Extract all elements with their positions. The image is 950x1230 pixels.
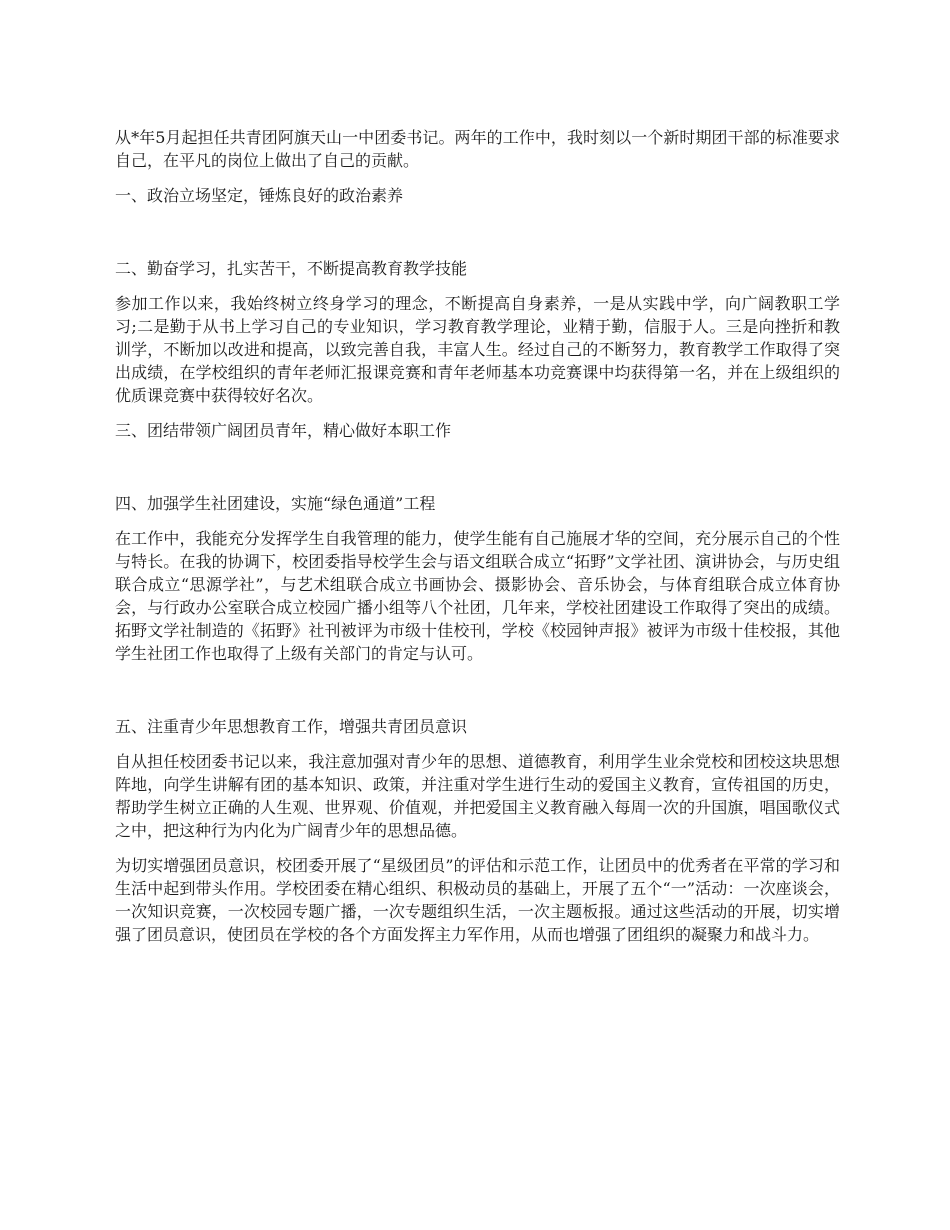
section-5-paragraph-2: 为切实增强团员意识，校团委开展了“星级团员”的评估和示范工作，让团员中的优秀者在平常的学习和生活中起到带头作用。学校团委在精心组织、积极动员的基础上，开展了五个“一”活动：一次座谈会，一次知识竞赛，一次校园专题广播，一次专题组织生活，一次主题板报。通过这些活动的开展，切实增强了团员意识，使团员在学校的各个方面发挥主力军作用，从而也增强了团组织的凝聚力和战斗力。 (115, 856, 840, 944)
section-2-heading: 二、勤奋学习，扎实苦干，不断提高教育教学技能 (115, 259, 468, 278)
section-3-heading: 三、团结带领广阔团员青年，精心做好本职工作 (115, 421, 452, 440)
section-5-heading: 五、注重青少年思想教育工作，增强共青团员意识 (115, 717, 468, 736)
section-5-paragraph-1: 自从担任校团委书记以来，我注意加强对青少年的思想、道德教育，利用学生业余党校和团校这块思想阵地，向学生讲解有团的基本知识、政策，并注重对学生进行生动的爱国主义教育，宣传祖国的历史，帮助学生树立正确的人生观、世界观、价值观，并把爱国主义教育融入每周一次的升国旗，唱国歌仪式之中，把这种行为内化为广阔青少年的思想品德。 (115, 752, 840, 840)
section-4-paragraph: 在工作中，我能充分发挥学生自我管理的能力，使学生能有自己施展才华的空间，充分展示自己的个性与特长。在我的协调下，校团委指导校学生会与语文组联合成立“拓野”文学社团、演讲协会，与历史组联合成立“思源学社”，与艺术组联合成立书画协会、摄影协会、音乐协会，与体育组联合成立体育协会，与行政办公室联合成立校园广播小组等八个社团，几年来，学校社团建设工作取得了突出的成绩。拓野文学社制造的《拓野》社刊被评为市级十佳校刊，学校《校园钟声报》被评为市级十佳校报，其他学生社团工作也取得了上级有关部门的肯定与认可。 (115, 529, 840, 663)
intro-paragraph: 从*年5月起担任共青团阿旗天山一中团委书记。两年的工作中，我时刻以一个新时期团干部的标准要求自己，在平凡的岗位上做出了自己的贡献。 (115, 128, 840, 170)
document-page (115, 126, 840, 958)
section-2-paragraph: 参加工作以来，我始终树立终身学习的理念，不断提高自身素养，一是从实践中学，向广阔教职工学习;二是勤于从书上学习自己的专业知识，学习教育教学理论，业精于勤，信服于人。三是向挫折和教训学，不断加以改进和提高，以致完善自我，丰富人生。经过自己的不断努力，教育教学工作取得了突出成绩，在学校组织的青年老师汇报课竞赛和青年老师基本功竞赛课中均获得第一名，并在上级组织的优质课竞赛中获得较好名次。 (115, 294, 840, 405)
section-1-heading: 一、政治立场坚定，锤炼良好的政治素养 (115, 186, 404, 205)
section-4-heading: 四、加强学生社团建设，实施“绿色通道”工程 (115, 494, 436, 513)
